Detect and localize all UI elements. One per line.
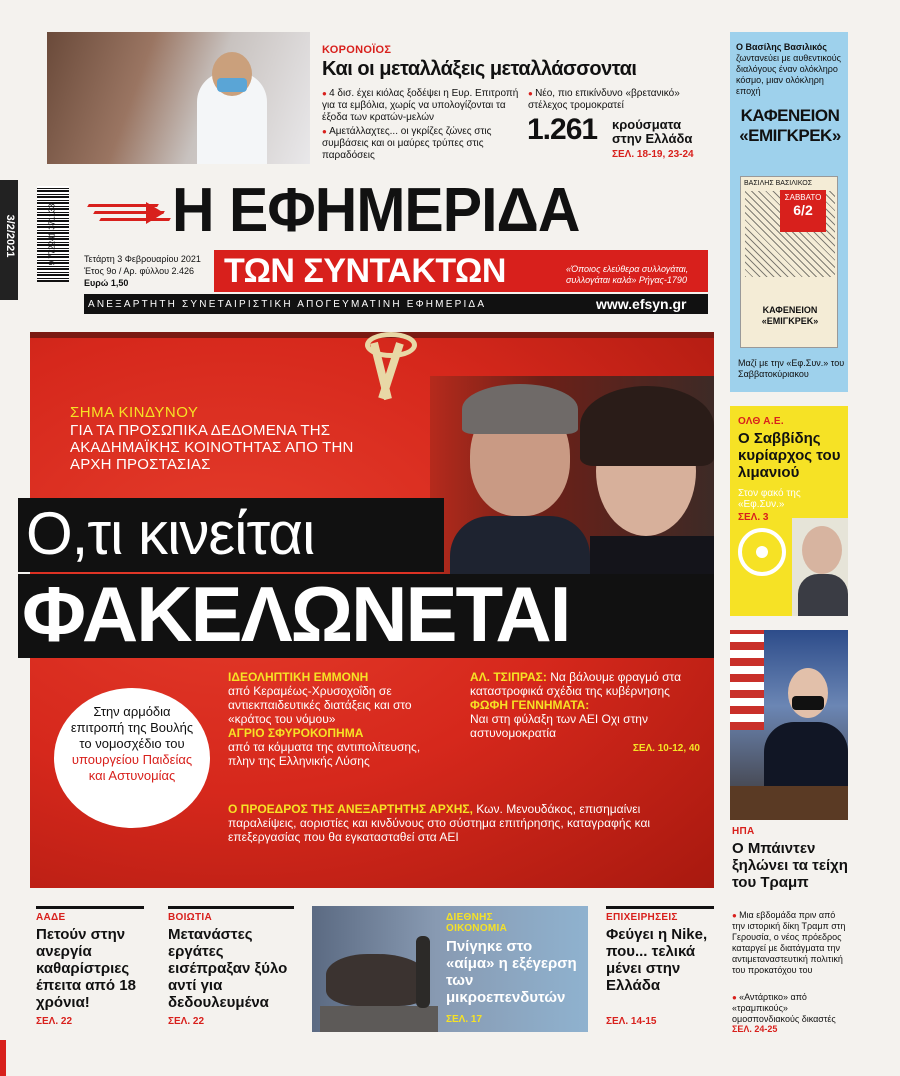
lead-kicker: ΣΗΜΑ ΚΙΝΔΥΝΟΥ — [70, 404, 199, 421]
lead-col1-text-1: από Κεραμέως-Χρυσοχοΐδη σε αντιεκπαιδευτικές διατάξεις και στο «κράτος του νόμου» — [228, 684, 412, 726]
top-big-number: 1.261 — [527, 113, 598, 146]
masthead-price: Ευρώ 1,50 — [84, 278, 129, 288]
biden-headline: Ο Μπάιντεν ξηλώνει τα τείχη του Τραμπ — [732, 840, 848, 891]
lens-icon — [738, 528, 786, 576]
bottom-1-kicker: ΑΑΔΕ — [36, 912, 66, 923]
masthead-website[interactable]: www.efsyn.gr — [596, 296, 687, 312]
top-big-number-label: κρούσματα στην Ελλάδα — [612, 117, 693, 146]
masthead-tagline: ΑΝΕΞΑΡΤΗΤΗ ΣΥΝΕΤΑΙΡΙΣΤΙΚΗ ΑΠΟΓΕΥΜΑΤΙΝΗ ΕΦΗΜΕΡΙΔΑ — [88, 299, 487, 310]
lead-bottom-heading: Ο ΠΡΟΕΔΡΟΣ ΤΗΣ ΑΝΕΞΑΡΤΗΤΗΣ ΑΡΧΗΣ, — [228, 802, 473, 816]
spine-red-edge — [0, 1040, 6, 1076]
bottom-3-headline: Πνίγηκε στο «αίμα» η εξέγερση των μικροεπενδυτών — [446, 938, 577, 1006]
biden-photo — [730, 630, 848, 820]
bottom-4-headline: Φεύγει η Nike, που... τελικά μένει στην Ελλάδα — [606, 926, 708, 994]
pen-logo-icon — [88, 200, 168, 230]
bottom-3-pages: ΣΕΛ. 17 — [446, 1014, 483, 1025]
book-badge-day: ΣΑΒΒΑΤΟ — [784, 193, 822, 202]
bottom-rule-2 — [168, 906, 294, 909]
book-cover-title: ΚΑΦΕΝΕΙΟΝ «ΕΜΙΓΚΡΕΚ» — [761, 305, 819, 326]
olth-pages: ΣΕΛ. 3 — [738, 512, 769, 523]
string-knot-icon — [355, 312, 427, 402]
lead-headline-2: ΦΑΚΕΛΩΝΕΤΑΙ — [22, 570, 570, 658]
biden-bullet-1: ● Μια εβδομάδα πριν από την ιστορική δίκη Τραμπ στη Γερουσία, ο νέος πρόεδρος καταργεί με διατάγματα την αντιμεταναστευτική πολιτική του προκατόχου του — [732, 910, 850, 976]
lead-col1 — [228, 670, 450, 768]
olth-kicker: ΟΛΘ Α.Ε. — [738, 416, 784, 427]
bottom-2-headline: Μετανάστες εργάτες εισέπραξαν ξύλο αντί για δεδουλευμένα — [168, 926, 288, 1011]
lead-col2-text-1: Να βάλουμε φραγμό στα καταστροφικά σχέδια της κυβέρνησης — [470, 670, 682, 698]
masthead-motto: «Όποιος ελεύθερα συλλογάται, συλλογάται καλά» Ρήγας-1790 — [566, 264, 689, 285]
vaccination-photo — [47, 32, 310, 164]
bottom-3-kicker: ΔΙΕΘΝΗΣ ΟΙΚΟΝΟΜΙΑ — [446, 912, 508, 934]
lead-col2-heading-2: ΦΩΦΗ ΓΕΝΝΗΜΑΤΑ: — [470, 698, 590, 712]
bottom-4-kicker: ΕΠΙΧΕΙΡΗΣΕΙΣ — [606, 912, 678, 923]
bottom-rule-4 — [606, 906, 714, 909]
book-cover-author: ΒΑΣΙΛΗΣ ΒΑΣΙΛΙΚΟΣ — [744, 180, 813, 187]
masthead-issue: Έτος 9ο / Αρ. φύλλου 2.426 — [84, 266, 195, 276]
lead-col2-pages: ΣΕΛ. 10-12, 40 — [632, 743, 700, 754]
lead-circle — [54, 688, 210, 828]
book-promo-caption: Μαζί με την «Εφ.Συν.» του Σαββατοκύριακου — [738, 358, 845, 379]
book-promo-title: ΚΑΦΕΝΕΙΟΝ «ΕΜΙΓΚΡΕΚ» — [739, 106, 841, 145]
book-date-badge — [780, 190, 826, 232]
book-badge-date: 6/2 — [793, 202, 813, 218]
lead-deck: ΓΙΑ ΤΑ ΠΡΟΣΩΠΙΚΑ ΔΕΔΟΜΕΝΑ ΤΗΣ ΑΚΑΔΗΜΑΪΚΗΣ ΚΟΙΝΟΤΗΤΑΣ ΑΠΟ ΤΗΝ ΑΡΧΗ ΠΡΟΣΤΑΣΙΑΣ — [70, 422, 354, 473]
lead-circle-text: Στην αρμόδια επιτροπή της Βουλής το νομοσχέδιο του — [70, 704, 194, 751]
barcode — [37, 186, 69, 292]
lead-bottom-text: Κων. Μενουδάκος, επισημαίνει παραλείψεις, αοριστίες και κινδύνους στο σύστημα επιτήρησης, καταγραφής και επεξεργασίας που θα εγκατασταθεί στα ΑΕΙ — [228, 802, 651, 844]
lead-headline-1: Ο,τι κινείται — [26, 500, 315, 567]
bottom-1-headline: Πετούν στην ανεργία καθαρίστριες έπειτα από 18 χρόνια! — [36, 926, 136, 1011]
biden-bullet-2: ● «Αντάρτικο» από «τραμπικούς» ομοσπονδιακούς δικαστές — [732, 992, 850, 1025]
bottom-4-pages: ΣΕΛ. 14-15 — [606, 1016, 657, 1027]
book-promo-text — [736, 42, 844, 97]
lead-col1-heading-2: ΑΓΡΙΟ ΣΦΥΡΟΚΟΠΗΜΑ — [228, 726, 364, 740]
lead-col1-text-2: από τα κόμματα της αντιπολίτευσης, πλην της Ελληνικής Λύσης — [228, 740, 421, 768]
biden-pages: ΣΕΛ. 24-25 — [732, 1024, 778, 1034]
lead-col2 — [470, 670, 700, 756]
bottom-1-pages: ΣΕΛ. 22 — [36, 1016, 73, 1027]
spine-date-tab — [0, 180, 18, 300]
top-kicker: ΚΟΡΟΝΟΪΟΣ — [322, 44, 392, 56]
masthead-date: Τετάρτη 3 Φεβρουαρίου 2021 — [84, 254, 201, 264]
lead-circle-red: υπουργείου Παιδείας και Αστυνομίας — [71, 752, 193, 783]
top-headline: Και οι μεταλλάξεις μεταλλάσσονται — [322, 58, 637, 80]
lead-col2-heading-1: ΑΛ. ΤΣΙΠΡΑΣ: — [470, 670, 547, 684]
spine-date: 3/2/2021 — [4, 214, 16, 258]
top-bullet-2: ● Αμετάλλαχτες... οι γκρίζες ζώνες στις συμβάσεις και οι μαύρες τρύπες στις παραδόσεις — [322, 126, 522, 162]
book-promo-author: Ο Βασίλης Βασιλικός — [736, 42, 827, 52]
savvidis-photo — [792, 518, 848, 616]
bottom-2-kicker: ΒΟΙΩΤΙΑ — [168, 912, 213, 923]
olth-sub: Στον φακό της «Εφ.Συν.» — [738, 488, 801, 510]
lead-bottom — [228, 802, 704, 844]
top-bullet-1: ● 4 δισ. έχει κιόλας ξοδέψει η Ευρ. Επιτροπή για τα εμβόλια, χωρίς να υπολογίζονται τα έξοδα των κρατών-μελών — [322, 88, 522, 124]
lead-col1-heading-1: ΙΔΕΟΛΗΠΤΙΚΗ ΕΜΜΟΝΗ — [228, 670, 369, 684]
biden-kicker: ΗΠΑ — [732, 826, 755, 837]
masthead-title: Η ΕΦΗΜΕΡΙΔΑ — [172, 176, 580, 245]
lead-col2-text-2: Ναι στη φύλαξη των ΑΕΙ Οχι στην αστυνομοκρατία — [470, 712, 648, 740]
bottom-2-pages: ΣΕΛ. 22 — [168, 1016, 205, 1027]
masthead-subtitle: ΤΩΝ ΣΥΝΤΑΚΤΩΝ — [224, 252, 506, 290]
politicians-photo — [430, 376, 714, 580]
top-bullet-right: ● Νέο, πιο επικίνδυνο «βρετανικό» στέλεχος τρομοκρατεί — [528, 88, 708, 112]
bottom-rule-1 — [36, 906, 144, 909]
olth-headline: Ο Σαββίδης κυρίαρχος του λιμανιού — [738, 430, 841, 481]
top-pages: ΣΕΛ. 18-19, 23-24 — [612, 149, 694, 160]
book-promo-blurb: ζωντανεύει με αυθεντικούς διαλόγους έναν ολόκληρο κόσμο, μιαν ολόκληρη εποχή — [736, 53, 842, 96]
barcode-digits: 9 772241 371133 — [47, 203, 57, 266]
